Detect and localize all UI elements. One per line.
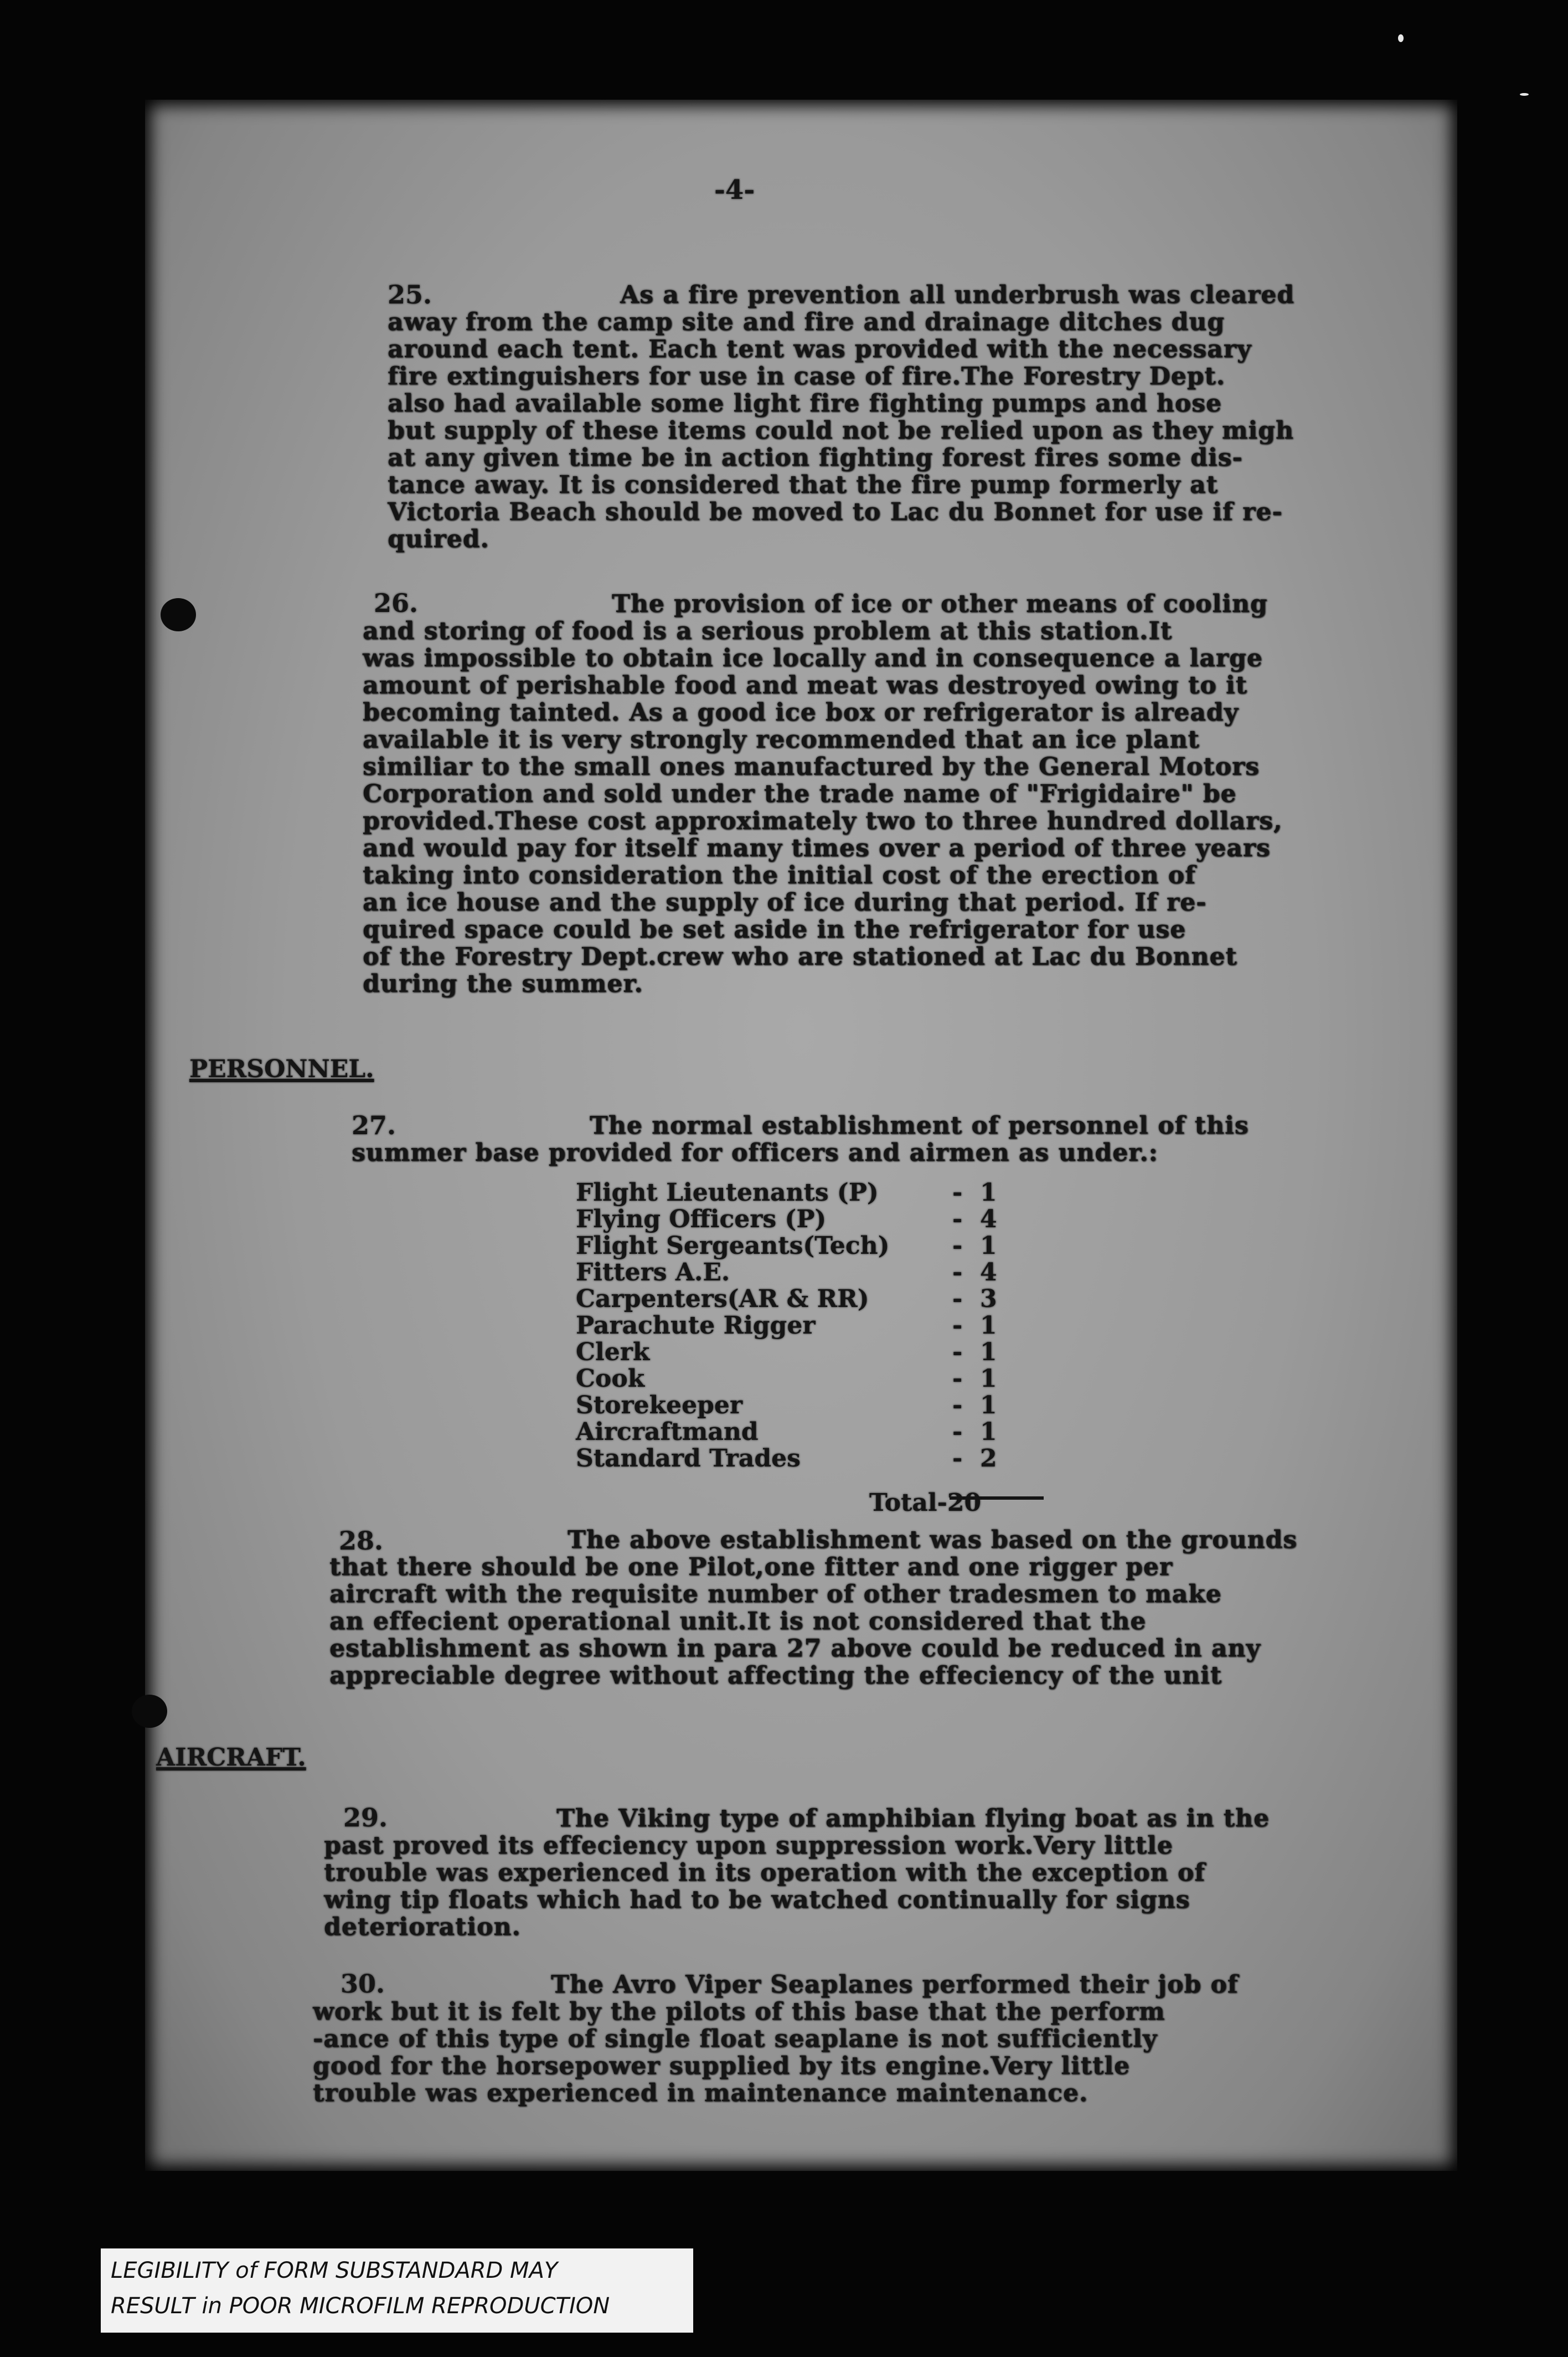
establishment-dash: - [952,1418,963,1446]
establishment-rank: Aircraftmand [576,1418,759,1446]
establishment-rank: Clerk [576,1338,650,1366]
establishment-dash: - [952,1232,963,1260]
establishment-count: 1 [980,1232,997,1260]
paragraph-line: aircraft with the requisite number of other tradesmen to make [329,1580,1222,1608]
paragraph-line: past proved its effeciency upon suppression work.Very little [324,1831,1173,1860]
film-speck [1520,93,1529,96]
punch-hole-bottom [132,1695,167,1728]
establishment-rank: Flying Officers (P) [576,1205,827,1233]
paragraph-line: available it is very strongly recommended that an ice plant [363,725,1200,754]
paragraph-line: The above establishment was based on the grounds [568,1526,1297,1554]
paragraph-line: during the summer. [363,970,643,998]
establishment-count: 1 [980,1179,997,1207]
establishment-row [576,1180,1013,1206]
paragraph-line: taking into consideration the initial cost of the erection of [363,861,1196,889]
establishment-row [576,1392,1013,1419]
paragraph-line: appreciable degree without affecting the effeciency of the unit [329,1661,1223,1690]
paragraph-25-number: 25. [388,280,432,310]
establishment-count: 1 [980,1391,997,1419]
legibility-notice [101,2248,693,2333]
establishment-table [576,1180,1013,1472]
establishment-row [576,1366,1013,1392]
paragraph-line: trouble was experienced in its operation with the exception of [324,1859,1206,1887]
establishment-rank: Flight Lieutenants (P) [576,1179,879,1207]
paragraph-line: Corporation and sold under the trade name of "Frigidaire" be [363,780,1237,808]
paragraph-line: was impossible to obtain ice locally and in consequence a large [363,644,1263,672]
establishment-dash: - [952,1258,963,1286]
establishment-rank: Fitters A.E. [576,1258,730,1286]
establishment-dash: - [952,1311,963,1340]
paragraph-line: amount of perishable food and meat was destroyed owing to it [363,671,1247,699]
page-number: -4- [714,174,755,205]
heading-personnel: PERSONNEL. [189,1055,374,1083]
paragraph-line: work but it is felt by the pilots of this base that the perform [313,1998,1165,2026]
paragraph-line: trouble was experienced in maintenance maintenance. [313,2079,1089,2107]
legibility-notice-line: LEGIBILITY of FORM SUBSTANDARD MAY [111,2258,558,2283]
establishment-count: 1 [980,1311,997,1340]
paragraph-line: but supply of these items could not be relied upon as they migh [388,416,1294,445]
establishment-row [576,1445,1013,1472]
establishment-rank: Parachute Rigger [576,1311,816,1340]
paragraph-line: also had available some light fire fighting pumps and hose [388,389,1222,418]
establishment-row [576,1313,1013,1339]
paragraph-line: provided.These cost approximately two to three hundred dollars, [363,807,1283,835]
legibility-notice-line: RESULT in POOR MICROFILM REPRODUCTION [111,2293,610,2319]
paragraph-line: tance away. It is considered that the fire pump formerly at [388,471,1218,499]
establishment-dash: - [952,1365,963,1393]
establishment-count: 3 [980,1285,997,1313]
paragraph-line: As a fire prevention all underbrush was cleared [620,281,1295,309]
paragraph-line: The Avro Viper Seaplanes performed their job of [551,1970,1239,1999]
paragraph-line: away from the camp site and fire and drainage ditches dug [388,308,1225,336]
establishment-count: 2 [980,1444,997,1473]
establishment-row [576,1259,1013,1286]
paragraph-line: quired. [388,525,489,553]
establishment-total: Total-20 [869,1489,982,1517]
paragraph-line: wing tip floats which had to be watched continually for signs [324,1886,1190,1914]
establishment-dash: - [952,1391,963,1419]
establishment-count: 1 [980,1365,997,1393]
establishment-count: 4 [980,1258,997,1286]
paragraph-line: establishment as shown in para 27 above could be reduced in any [329,1634,1261,1663]
establishment-count: 1 [980,1338,997,1366]
paragraph-line: at any given time be in action fighting forest fires some dis- [388,444,1243,472]
establishment-row [576,1233,1013,1259]
establishment-row [576,1339,1013,1366]
paragraph-line: good for the horsepower supplied by its engine.Very little [313,2052,1131,2080]
paragraph-line: The normal establishment of personnel of this [590,1111,1249,1140]
paragraph-29-number: 29. [343,1803,388,1833]
heading-aircraft: AIRCRAFT. [156,1743,306,1772]
paragraph-line: an effecient operational unit.It is not considered that the [329,1607,1147,1635]
paragraph-line: and storing of food is a serious problem at this station.It [363,617,1173,645]
paragraph-30-number: 30. [341,1969,385,1999]
establishment-dash: - [952,1285,963,1313]
establishment-dash: - [952,1179,963,1207]
paragraph-27-number: 27. [352,1110,396,1140]
paragraph-line: and would pay for itself many times over a period of three years [363,834,1271,862]
film-speck [1398,34,1404,42]
establishment-rank: Cook [576,1365,645,1393]
establishment-count: 1 [980,1418,997,1446]
paragraph-line: The Viking type of amphibian flying boat as in the [556,1804,1270,1833]
establishment-row [576,1419,1013,1445]
paragraph-28-number: 28. [339,1526,384,1556]
punch-hole-top [161,598,196,631]
paragraph-line: an ice house and the supply of ice during that period. If re- [363,888,1207,917]
establishment-row [576,1206,1013,1233]
paragraph-line: quired space could be set aside in the refrigerator for use [363,915,1187,944]
establishment-dash: - [952,1205,963,1233]
establishment-rank: Standard Trades [576,1444,801,1473]
paragraph-line: The provision of ice or other means of cooling [612,590,1268,618]
establishment-count: 4 [980,1205,997,1233]
paragraph-line: summer base provided for officers and airmen as under.: [352,1139,1158,1167]
paragraph-line: similiar to the small ones manufactured by the General Motors [363,753,1260,781]
paragraph-line: of the Forestry Dept.crew who are stationed at Lac du Bonnet [363,943,1237,971]
paragraph-26-number: 26. [374,588,419,618]
establishment-rank: Flight Sergeants(Tech) [576,1232,890,1260]
paragraph-line: around each tent. Each tent was provided with the necessary [388,335,1252,363]
establishment-row [576,1286,1013,1313]
establishment-dash: - [952,1338,963,1366]
paragraph-line: Victoria Beach should be moved to Lac du Bonnet for use if re- [388,498,1283,526]
establishment-dash: - [952,1444,963,1473]
paragraph-line: that there should be one Pilot,one fitter and one rigger per [329,1553,1173,1581]
paragraph-line: -ance of this type of single float seaplane is not sufficiently [313,2025,1158,2053]
paragraph-line: becoming tainted. As a good ice box or refrigerator is already [363,698,1239,727]
paragraph-line: deterioration. [324,1913,521,1941]
establishment-rank: Carpenters(AR & RR) [576,1285,869,1313]
paragraph-line: fire extinguishers for use in case of fire.The Forestry Dept. [388,362,1225,390]
establishment-rank: Storekeeper [576,1391,743,1419]
